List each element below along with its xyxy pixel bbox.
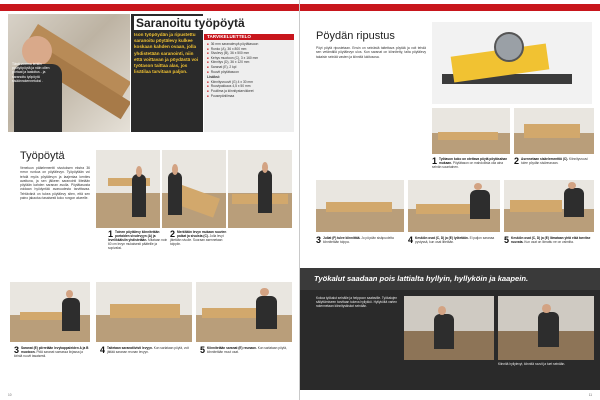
step-title: Asennetaan sisäelementtiä (C). xyxy=(521,157,569,161)
step-number: 2 xyxy=(514,156,520,166)
right-step-photo-4 xyxy=(408,180,500,232)
step-caption-2 xyxy=(170,230,230,246)
saw-photo xyxy=(432,22,592,104)
step-photo-6 xyxy=(196,282,292,342)
page-number-right: 11 xyxy=(588,393,592,397)
section-title: Työpöytä xyxy=(20,150,65,162)
step-number: 1 xyxy=(108,229,114,239)
right-step-caption-1 xyxy=(432,157,510,169)
tools-item: ■ Ruuvit pöytätasoon xyxy=(207,70,293,75)
step-text: Jolla levyt jätetään sivulle. Suoraan asennetaan tolppiin. xyxy=(170,234,224,247)
tools-header: TARVIKELUETTELO xyxy=(207,34,251,39)
storage-photo-1 xyxy=(404,296,494,360)
step-photo-2 xyxy=(162,150,226,228)
step-title: Keskiön osat (C, D) ja (E) liimataan yhtä eikä tarvitse ruuvata. xyxy=(511,236,591,245)
step-title: Kiinnitetään saranat (E) reunaan. xyxy=(207,346,257,350)
step-text: Ei paljon saranaa pystyssä, kun osat liitetään. xyxy=(415,236,495,245)
tools-list xyxy=(207,42,293,98)
step-photo-5 xyxy=(96,282,192,342)
step-text: Kun osat on liimattu ne on valmiita. xyxy=(524,240,574,245)
top-accent-bar xyxy=(0,4,300,11)
right-page-intro: Pöyt pöytä ripustetaan. Ensin on seinästä taitettava pöytää ja voit tehdä sen vetämällä pöytälevyn ulos. Kun saranat on kiinnitetty, taita pöytälevy takaisin seinää vasten ja kiinnitä lukitusosa. xyxy=(316,46,426,59)
storage-photo-2 xyxy=(498,296,594,360)
step-number: 1 xyxy=(432,156,438,166)
step-title: Saranat (E) piirretään levykappaleiden A ja B muotoon. xyxy=(21,346,89,355)
right-step-photo-1 xyxy=(432,108,510,154)
step-text: Pidä saranat samassa linjassa ja kiristä ruuvit tasaisesti. xyxy=(14,350,83,359)
tools-item: ■ Runko (A), 36 x 800 mm xyxy=(207,47,293,52)
right-step-caption-4 xyxy=(408,236,500,244)
right-step-photo-3 xyxy=(316,180,404,232)
step-number: 5 xyxy=(504,235,510,245)
tools-item: ■ Saranat (E), 2 kpl xyxy=(207,65,293,70)
page-number-left: 10 xyxy=(8,393,12,397)
step-number: 3 xyxy=(14,345,20,355)
banner-text: Työkalut saadaan pois lattialta hyllyin, hyllyköin ja kaapein. xyxy=(314,274,529,283)
step-text: Mitataan noin 60 cm levyn mukaisesti pääteille ja sopivaksi. xyxy=(108,238,168,251)
step-text: Kun sarlataan pöytä, kiinnitetään muut osat. xyxy=(207,346,287,355)
tools-item: ■ Kiinnitys (D), 36 x 120 mm xyxy=(207,60,293,65)
storage-text: Kokoa työkalut seinälle ja helppoon saataville. Työkalujen säilyttämiseen tarvitaan tukeva hyllykkö. Hyllyköitä varten rakennetaan kiinnityskiskot seinään. xyxy=(316,296,398,309)
right-step-caption-3 xyxy=(316,236,404,244)
step-number: 5 xyxy=(200,345,206,355)
tools-item: ■ Sivulevy (B), 36 x 500 mm xyxy=(207,51,293,56)
right-step-caption-2 xyxy=(514,157,594,165)
step-number: 2 xyxy=(170,229,176,239)
step-text: Kiinnitysruuvi tulee pöydän sisäreunaan. xyxy=(521,157,588,166)
step-number: 3 xyxy=(316,235,322,245)
step-number: 4 xyxy=(408,235,414,245)
tools-item: ■ Kehys muotoon (C), 3 x 160 mm xyxy=(207,56,293,61)
tools-item: ■ 36 mm saranalevyä pöytätasoon xyxy=(207,42,293,47)
step-title: Työtason koko on otettava pöytä pöytäsahan mukaan. xyxy=(439,157,508,166)
storage-caption: Kiinnitä hyllylevyt, kiinnitä ruuvit ja tuet seinään. xyxy=(498,362,566,366)
step-number: 4 xyxy=(100,345,106,355)
page-title: Saranoitu työpöytä xyxy=(136,16,245,30)
step-photo-4 xyxy=(10,282,90,342)
right-page-title: Pöydän ripustus xyxy=(316,30,395,42)
tools-subheader: Lisäksi: xyxy=(207,75,221,80)
right-step-caption-5 xyxy=(504,236,594,244)
hero-caption: Tänä vuonna tehtiin puutyöpöytä ja näin ollen portaat ja laatoitus - ja saranoitu työpöytä sisäänrakennetuksi . xyxy=(12,62,50,83)
title-description: Ison työpöydän ja ripustettu saranoitu pöytälevy kulkee koskaan kahden ovaan, jolla yhdistetään saranointi, niin että voittavan ja pöydästä voi työtason taittaa alas, jos lisätilaa tarvitaan paljon. xyxy=(134,32,199,75)
tools-extra-item: ■ Ruuvipakkaus 4,5 x 50 mm xyxy=(207,84,293,89)
step-title: Taitetaan saranatiivisti levyyn. xyxy=(107,346,153,350)
top-accent-bar-right xyxy=(300,4,600,11)
step-text: Pöytätason on mahdollista olla aina seinän suuntainen. xyxy=(432,161,503,170)
tools-extra-item: ■ Kiinnitysruuvit (G) 4 x 30 mm xyxy=(207,80,293,85)
step-photo-3 xyxy=(228,150,292,228)
tools-extra-item: ■ Puusepänliimaa xyxy=(207,94,293,99)
right-step-photo-2 xyxy=(514,108,594,154)
step-caption-5 xyxy=(200,346,292,354)
step-title: Juliat (F) tulee kiinnittää. xyxy=(323,236,361,240)
step-title: Toinen pöytälevy kiinnitetään portaiden sivulevyyn (A) ja levelikkäisiin yhdistetään. xyxy=(108,230,160,243)
step-caption-4 xyxy=(100,346,190,354)
step-photo-1 xyxy=(96,150,160,228)
right-step-photo-5 xyxy=(504,180,594,232)
step-text: Jo pöydän sisäpuolelta kiinnitetään tolppa. xyxy=(323,236,394,245)
step-caption-3 xyxy=(14,346,92,358)
section-text: Veneluun pääelementti sivutuksen ekstra 36 mm:n runkoa on pöytälevyn. Työpöytään voi tehdä myös pöytälevyn ja laajentaa kenties avattuna, ja sen jälkeen saranointi liitetään pöytään kahden saranan avulla. Pöytätasosta voidaan hyödyntää avaruudesta tarvittavaa. Tehtävänä on tukea pöytälevy siten, että sen paino jakautuu tasaisesti koko rungon alueelle. xyxy=(20,166,90,201)
step-caption-1 xyxy=(108,230,168,250)
step-title: Keskiön osat (C, D) ja (E) lyötetään. xyxy=(415,236,469,240)
tools-extra-item: ■ Puuliima ja kiinnitystarvikkeet xyxy=(207,89,293,94)
step-title: Merkitään levyn mukaan ruuvien paikat ja sivuista (C). xyxy=(177,230,227,239)
step-text: Kun sarlataan pöytä, voit jättää saranan reunan levyyn. xyxy=(107,346,189,355)
